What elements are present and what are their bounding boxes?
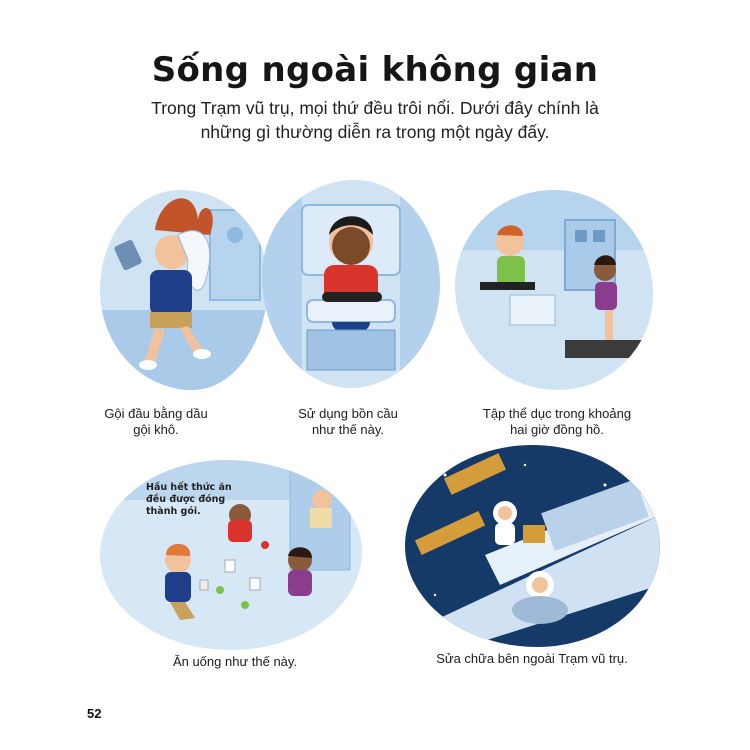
scene-toilet-illustration	[262, 180, 440, 388]
caption-spacewalk: Sửa chữa bên ngoài Trạm vũ trụ.	[436, 651, 628, 666]
caption-dry-shampoo: Gội đầu bằng dầu gội khô.	[104, 406, 208, 437]
food-speech-text: Hầu hết thức ăn đều được đóng thành gói.	[146, 482, 232, 517]
caption-toilet: Sử dụng bồn cầu như thế này.	[298, 406, 398, 437]
caption-eating: Ăn uống như thế này.	[172, 654, 298, 669]
intro-text: Trong Trạm vũ trụ, mọi thứ đều trôi nổi. Dưới đây chính là những gì thường diễn ra trong một ngày đấy.	[151, 98, 599, 142]
caption-exercise: Tập thể dục trong khoảng hai giờ đồng hồ.	[482, 406, 632, 437]
page-title: Sống ngoài không gian	[151, 50, 599, 90]
scene-exercise-illustration	[455, 190, 653, 390]
scene-dry-shampoo-illustration	[100, 190, 268, 390]
page-number: 52	[87, 706, 102, 721]
scene-spacewalk-illustration	[405, 445, 660, 647]
